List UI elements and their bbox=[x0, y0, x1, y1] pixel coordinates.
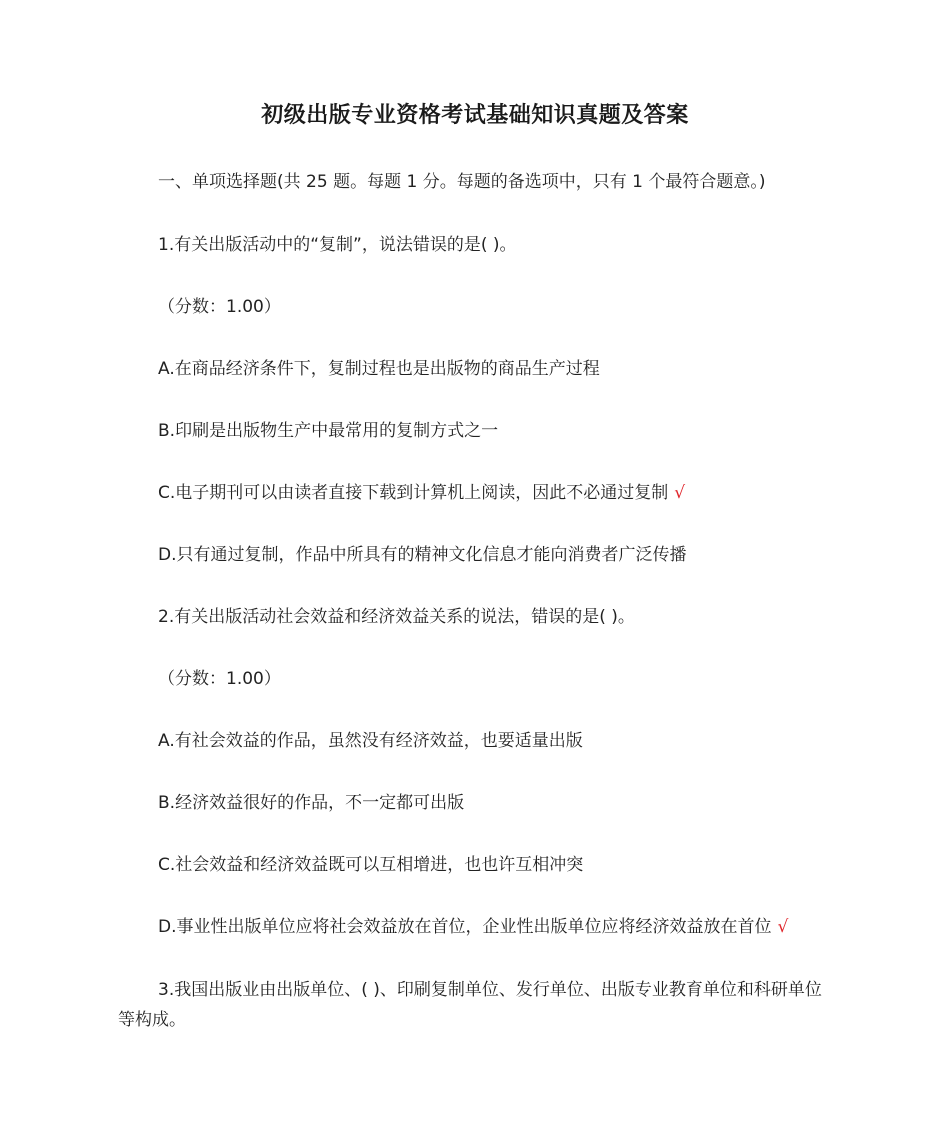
question-1-stem: 1.有关出版活动中的“复制”，说法错误的是( )。 bbox=[158, 235, 517, 255]
question-2-option-c: C.社会效益和经济效益既可以互相增进，也也许互相冲突 bbox=[158, 855, 584, 875]
correct-answer-check-icon: √ bbox=[777, 917, 789, 937]
question-2-stem: 2.有关出版活动社会效益和经济效益关系的说法，错误的是( )。 bbox=[158, 607, 635, 627]
document-title: 初级出版专业资格考试基础知识真题及答案 bbox=[261, 103, 689, 128]
question-3-stem: 3.我国出版业由出版单位、( )、印刷复制单位、发行单位、出版专业教育单位和科研单位等构成。 bbox=[118, 980, 822, 1030]
section-header: 一、单项选择题(共 25 题。每题 1 分。每题的备选项中，只有 1 个最符合题意。) bbox=[158, 172, 766, 192]
question-2-option-b: B.经济效益很好的作品，不一定都可出版 bbox=[158, 793, 465, 813]
question-1-option-d: D.只有通过复制，作品中所具有的精神文化信息才能向消费者广泛传播 bbox=[158, 545, 687, 565]
question-1-option-c: C.电子期刊可以由读者直接下载到计算机上阅读，因此不必通过复制 bbox=[158, 483, 669, 503]
question-1-option-c-row bbox=[158, 481, 685, 505]
question-2-option-d: D.事业性出版单位应将社会效益放在首位，企业性出版单位应将经济效益放在首位 bbox=[158, 917, 772, 937]
question-2-score: （分数：1.00） bbox=[158, 669, 281, 689]
correct-answer-check-icon: √ bbox=[674, 483, 686, 503]
question-1-option-a: A.在商品经济条件下，复制过程也是出版物的商品生产过程 bbox=[158, 359, 600, 379]
question-1-option-b: B.印刷是出版物生产中最常用的复制方式之一 bbox=[158, 421, 499, 441]
question-2-option-d-row bbox=[158, 915, 788, 939]
question-2-option-a: A.有社会效益的作品，虽然没有经济效益，也要适量出版 bbox=[158, 731, 583, 751]
question-1-score: （分数：1.00） bbox=[158, 297, 281, 317]
